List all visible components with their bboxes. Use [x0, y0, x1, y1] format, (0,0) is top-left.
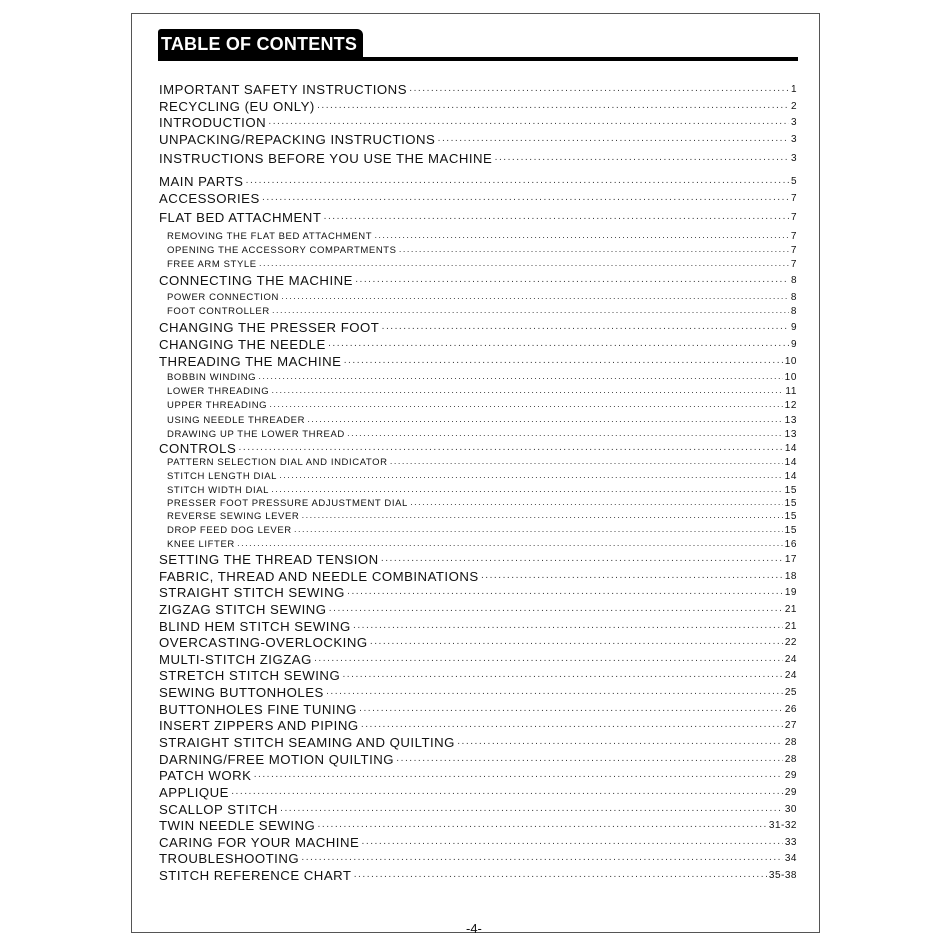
toc-entry: [159, 868, 797, 884]
toc-entry-label: PRESSER FOOT PRESSURE ADJUSTMENT DIAL: [167, 498, 408, 509]
toc-entry-label: OPENING THE ACCESSORY COMPARTMENTS: [167, 245, 397, 256]
toc-entry: [159, 735, 797, 751]
toc-entry-page: 27: [784, 720, 797, 731]
dot-leader: [301, 511, 782, 523]
toc-entry-label: STITCH REFERENCE CHART: [159, 868, 352, 883]
toc-entry-page: 22: [784, 637, 797, 648]
dot-leader: [374, 231, 789, 243]
toc-entry-page: 18: [784, 571, 797, 582]
toc-entry-label: UPPER THREADING: [167, 400, 268, 411]
toc-entry: [159, 210, 797, 226]
page-number: -4-: [466, 921, 482, 936]
toc-entry-page: 25: [784, 687, 797, 698]
dot-leader: [317, 101, 789, 115]
toc-entry-page: 9: [790, 322, 797, 333]
dot-leader: [272, 306, 789, 318]
toc-entry: [159, 652, 797, 668]
toc-entry: [159, 569, 797, 585]
toc-entry-label: DARNING/FREE MOTION QUILTING: [159, 752, 395, 767]
toc-entry-page: 2: [790, 101, 797, 112]
dot-leader: [481, 571, 783, 585]
dot-leader: [353, 621, 783, 635]
toc-subentry: [159, 386, 797, 398]
toc-entry-label: STITCH LENGTH DIAL: [167, 471, 278, 482]
toc-entry-label: RECYCLING (EU ONLY): [159, 99, 315, 114]
toc-entry: [159, 115, 797, 131]
dot-leader: [396, 754, 783, 768]
toc-entry-label: STRAIGHT STITCH SEWING: [159, 585, 345, 600]
toc-entry-page: 3: [790, 117, 797, 128]
dot-leader: [328, 339, 789, 353]
toc-entry-page: 5: [790, 176, 797, 187]
toc-entry: [159, 273, 797, 289]
toc-entry-page: 21: [784, 604, 797, 615]
dot-leader: [281, 292, 789, 304]
toc-subentry: [159, 471, 797, 483]
toc-entry-label: FABRIC, THREAD AND NEEDLE COMBINATIONS: [159, 569, 479, 584]
toc-entry: [159, 619, 797, 635]
toc-entry-label: IMPORTANT SAFETY INSTRUCTIONS: [159, 82, 407, 97]
dot-leader: [494, 153, 789, 167]
dot-leader: [317, 820, 767, 834]
toc-subentry: [159, 400, 797, 412]
toc-entry: [159, 552, 797, 568]
dot-leader: [353, 870, 766, 884]
toc-subentry: [159, 498, 797, 510]
toc-entry-page: 24: [784, 670, 797, 681]
toc-entry-label: CHANGING THE PRESSER FOOT: [159, 320, 380, 335]
toc-entry-page: 21: [784, 621, 797, 632]
toc-entry-page: 10: [784, 356, 797, 367]
toc-entry: [159, 785, 797, 801]
dot-leader: [399, 245, 789, 257]
dot-leader: [347, 587, 783, 601]
toc-entry-page: 3: [790, 153, 797, 164]
toc-entry-label: INSTRUCTIONS BEFORE YOU USE THE MACHINE: [159, 151, 493, 166]
toc-subentry: [159, 539, 797, 551]
dot-leader: [271, 485, 783, 497]
toc-entry: [159, 354, 797, 370]
toc-entry-page: 14: [784, 471, 797, 482]
toc-entry-label: KNEE LIFTER: [167, 539, 235, 550]
toc-entry: [159, 818, 797, 834]
toc-entry-page: 34: [784, 853, 797, 864]
title-underline: [158, 57, 798, 61]
toc-entry-page: 16: [784, 539, 797, 550]
toc-entry-label: LOWER THREADING: [167, 386, 270, 397]
dot-leader: [347, 429, 783, 441]
dot-leader: [314, 654, 783, 668]
toc-entry-page: 26: [784, 704, 797, 715]
toc-entry-page: 15: [784, 485, 797, 496]
toc-entry-label: MAIN PARTS: [159, 174, 244, 189]
toc-entry: [159, 174, 797, 190]
toc-entry-label: TWIN NEEDLE SEWING: [159, 818, 316, 833]
toc-entry-label: SETTING THE THREAD TENSION: [159, 552, 379, 567]
toc-entry: [159, 752, 797, 768]
toc-entry-page: 28: [784, 754, 797, 765]
toc-entry: [159, 602, 797, 618]
toc-entry-label: INTRODUCTION: [159, 115, 267, 130]
toc-entry-page: 24: [784, 654, 797, 665]
toc-entry-page: 15: [784, 498, 797, 509]
toc-entry-page: 7: [790, 259, 797, 270]
toc-entry-label: SCALLOP STITCH: [159, 802, 278, 817]
toc-entry-label: POWER CONNECTION: [167, 292, 279, 303]
toc-entry-page: 31-32: [768, 820, 797, 831]
toc-entry-page: 17: [784, 554, 797, 565]
toc-entry-label: FREE ARM STYLE: [167, 259, 257, 270]
toc-entry-page: 1: [790, 84, 797, 95]
dot-leader: [381, 554, 783, 568]
toc-entry-page: 29: [784, 787, 797, 798]
toc-entry-label: CONNECTING THE MACHINE: [159, 273, 353, 288]
toc-entry-label: STRAIGHT STITCH SEAMING AND QUILTING: [159, 735, 455, 750]
dot-leader: [390, 457, 783, 469]
toc-entry-label: OVERCASTING-OVERLOCKING: [159, 635, 368, 650]
toc-subentry: [159, 525, 797, 537]
toc-entry-page: 28: [784, 737, 797, 748]
toc-entry: [159, 337, 797, 353]
toc-entry-label: CHANGING THE NEEDLE: [159, 337, 326, 352]
toc-entry-label: DROP FEED DOG LEVER: [167, 525, 292, 536]
toc-entry-label: STITCH WIDTH DIAL: [167, 485, 270, 496]
toc-entry-page: 7: [790, 193, 797, 204]
toc-entry-page: 29: [784, 770, 797, 781]
toc-subentry: [159, 429, 797, 441]
toc-entry: [159, 702, 797, 718]
toc-entry: [159, 851, 797, 867]
toc-entry-label: REVERSE SEWING LEVER: [167, 511, 300, 522]
toc-entry-label: REMOVING THE FLAT BED ATTACHMENT: [167, 231, 373, 242]
toc-entry-label: CARING FOR YOUR MACHINE: [159, 835, 360, 850]
dot-leader: [301, 853, 783, 867]
toc-entry-page: 7: [790, 245, 797, 256]
toc-entry-page: 15: [784, 525, 797, 536]
toc-entry-page: 15: [784, 511, 797, 522]
toc-entry-page: 35-38: [768, 870, 797, 881]
toc-entry-page: 14: [784, 443, 797, 454]
toc-entry-page: 9: [790, 339, 797, 350]
toc-entry-page: 13: [784, 415, 797, 426]
dot-leader: [262, 193, 789, 207]
toc-entry: [159, 320, 797, 336]
toc-entry-page: 33: [784, 837, 797, 848]
dot-leader: [343, 356, 782, 370]
toc-entry: [159, 99, 797, 115]
toc-entry: [159, 191, 797, 207]
toc-entry-page: 3: [790, 134, 797, 145]
toc-entry-label: PATCH WORK: [159, 768, 252, 783]
dot-leader: [294, 525, 783, 537]
toc-subentry: [159, 245, 797, 257]
toc-entry: [159, 685, 797, 701]
toc-entry-page: 13: [784, 429, 797, 440]
toc-entry-page: 7: [790, 212, 797, 223]
toc-entry: [159, 132, 797, 148]
dot-leader: [258, 372, 783, 384]
toc-subentry: [159, 231, 797, 243]
toc-entry-label: MULTI-STITCH ZIGZAG: [159, 652, 312, 667]
dot-leader: [437, 134, 789, 148]
toc-entry: [159, 835, 797, 851]
toc-subentry: [159, 415, 797, 427]
toc-entry: [159, 768, 797, 784]
toc-entry-label: INSERT ZIPPERS AND PIPING: [159, 718, 359, 733]
dot-leader: [271, 386, 783, 398]
toc-entry-label: USING NEEDLE THREADER: [167, 415, 306, 426]
toc-entry-label: FLAT BED ATTACHMENT: [159, 210, 322, 225]
dot-leader: [253, 770, 782, 784]
toc-subentry: [159, 485, 797, 497]
toc-entry-label: BOBBIN WINDING: [167, 372, 257, 383]
toc-entry-page: 14: [784, 457, 797, 468]
toc-entry: [159, 802, 797, 818]
dot-leader: [279, 471, 783, 483]
toc-entry: [159, 668, 797, 684]
toc-entry-label: THREADING THE MACHINE: [159, 354, 342, 369]
toc-entry-page: 8: [790, 292, 797, 303]
toc-entry: [159, 82, 797, 98]
dot-leader: [409, 84, 789, 98]
toc-subentry: [159, 457, 797, 469]
toc-entry-label: BLIND HEM STITCH SEWING: [159, 619, 351, 634]
toc-entry-page: 10: [784, 372, 797, 383]
toc-entry-label: APPLIQUE: [159, 785, 229, 800]
dot-leader: [238, 443, 783, 457]
toc-entry-page: 8: [790, 306, 797, 317]
dot-leader: [342, 670, 783, 684]
dot-leader: [268, 117, 789, 131]
dot-leader: [269, 400, 783, 412]
toc-entry: [159, 585, 797, 601]
toc-entry-label: PATTERN SELECTION DIAL AND INDICATOR: [167, 457, 388, 468]
dot-leader: [237, 539, 783, 551]
toc-subentry: [159, 292, 797, 304]
toc-entry: [159, 635, 797, 651]
toc-entry-page: 11: [785, 386, 797, 397]
toc-entry-label: STRETCH STITCH SEWING: [159, 668, 341, 683]
toc-subentry: [159, 259, 797, 271]
toc-entry-page: 7: [790, 231, 797, 242]
toc-entry-label: DRAWING UP THE LOWER THREAD: [167, 429, 345, 440]
toc-entry-label: TROUBLESHOOTING: [159, 851, 300, 866]
toc-entry: [159, 151, 797, 167]
dot-leader: [329, 604, 783, 618]
dot-leader: [326, 687, 783, 701]
toc-entry-page: 12: [784, 400, 797, 411]
dot-leader: [307, 415, 783, 427]
page-title: TABLE OF CONTENTS: [158, 29, 363, 59]
dot-leader: [410, 498, 783, 510]
toc-entry: [159, 718, 797, 734]
dot-leader: [280, 804, 783, 818]
dot-leader: [457, 737, 783, 751]
toc-entry-label: FOOT CONTROLLER: [167, 306, 270, 317]
toc-entry-page: 8: [790, 275, 797, 286]
toc-entry-label: UNPACKING/REPACKING INSTRUCTIONS: [159, 132, 436, 147]
dot-leader: [231, 787, 783, 801]
dot-leader: [359, 704, 783, 718]
toc-subentry: [159, 306, 797, 318]
toc-entry-label: CONTROLS: [159, 441, 237, 456]
dot-leader: [370, 637, 783, 651]
dot-leader: [381, 322, 789, 336]
toc-entry-label: ZIGZAG STITCH SEWING: [159, 602, 327, 617]
dot-leader: [245, 176, 789, 190]
dot-leader: [323, 212, 789, 226]
toc-subentry: [159, 372, 797, 384]
toc-entry-label: ACCESSORIES: [159, 191, 260, 206]
toc-entry-page: 30: [784, 804, 797, 815]
toc-entry-label: BUTTONHOLES FINE TUNING: [159, 702, 357, 717]
dot-leader: [361, 837, 783, 851]
toc-subentry: [159, 511, 797, 523]
toc-entry: [159, 441, 797, 457]
toc-entry-page: 19: [784, 587, 797, 598]
dot-leader: [259, 259, 789, 271]
title-header: [158, 29, 798, 61]
dot-leader: [355, 275, 789, 289]
toc-entry-label: SEWING BUTTONHOLES: [159, 685, 324, 700]
dot-leader: [361, 720, 783, 734]
